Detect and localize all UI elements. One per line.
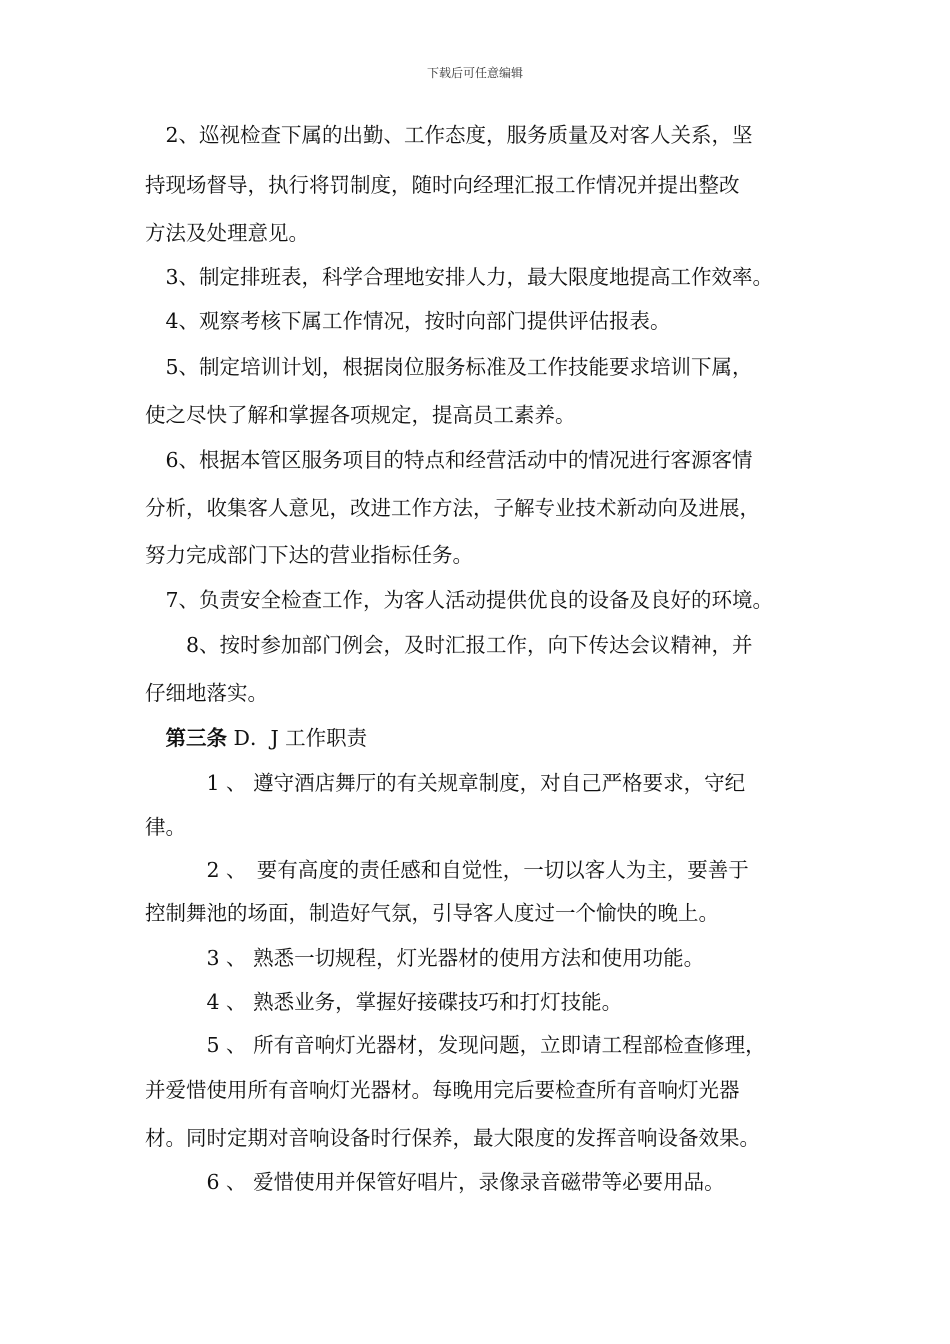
paragraph-line: 8、按时参加部门例会，及时汇报工作，向下传达会议精神，并 <box>145 633 753 657</box>
paragraph-line: 律。 <box>145 815 186 839</box>
article-label: 第三条 <box>165 726 227 750</box>
article-heading <box>145 723 367 753</box>
paragraph-line: 材。同时定期对音响设备时行保养，最大限度的发挥音响设备效果。 <box>145 1126 760 1150</box>
article-number <box>145 726 166 750</box>
article-title: D．J 工作职责 <box>227 726 368 750</box>
paragraph-line: 努力完成部门下达的营业指标任务。 <box>145 543 473 567</box>
paragraph-line: 仔细地落实。 <box>145 681 268 705</box>
paragraph-line: 6 、 爱惜使用并保管好唱片，录像录音磁带等必要用品。 <box>145 1170 725 1194</box>
paragraph-line: 控制舞池的场面，制造好气氛，引导客人度过一个愉快的晚上。 <box>145 901 719 925</box>
paragraph-line: 并爱惜使用所有音响灯光器材。每晚用完后要检查所有音响灯光器 <box>145 1078 740 1102</box>
paragraph-line: 方法及处理意见。 <box>145 221 309 245</box>
paragraph-line: 2、巡视检查下属的出勤、工作态度，服务质量及对客人关系，坚 <box>145 123 753 147</box>
paragraph-line: 使之尽快了解和掌握各项规定，提高员工素养。 <box>145 403 576 427</box>
paragraph-line: 3、制定排班表，科学合理地安排人力，最大限度地提高工作效率。 <box>145 265 774 289</box>
paragraph-line: 4、观察考核下属工作情况，按时向部门提供评估报表。 <box>145 309 671 333</box>
paragraph-line: 3 、 熟悉一切规程，灯光器材的使用方法和使用功能。 <box>145 946 705 970</box>
paragraph-line: 1 、 遵守酒店舞厅的有关规章制度，对自己严格要求，守纪 <box>145 771 746 795</box>
paragraph-line: 7、负责安全检查工作，为客人活动提供优良的设备及良好的环境。 <box>145 588 774 612</box>
page-header: 下载后可任意编辑 <box>426 66 523 80</box>
paragraph-line: 4 、 熟悉业务，掌握好接碟技巧和打灯技能。 <box>145 990 623 1014</box>
paragraph-line: 持现场督导，执行将罚制度，随时向经理汇报工作情况并提出整改 <box>145 173 740 197</box>
paragraph-line: 分析，收集客人意见，改进工作方法，子解专业技术新动向及进展， <box>145 496 760 520</box>
paragraph-line: 5 、 所有音响灯光器材，发现问题，立即请工程部检查修理， <box>145 1033 766 1057</box>
paragraph-line: 2 、 要有高度的责任感和自觉性，一切以客人为主，要善于 <box>145 858 749 882</box>
paragraph-line: 6、根据本管区服务项目的特点和经营活动中的情况进行客源客情 <box>145 448 753 472</box>
paragraph-line: 5、制定培训计划，根据岗位服务标准及工作技能要求培训下属， <box>145 355 753 379</box>
